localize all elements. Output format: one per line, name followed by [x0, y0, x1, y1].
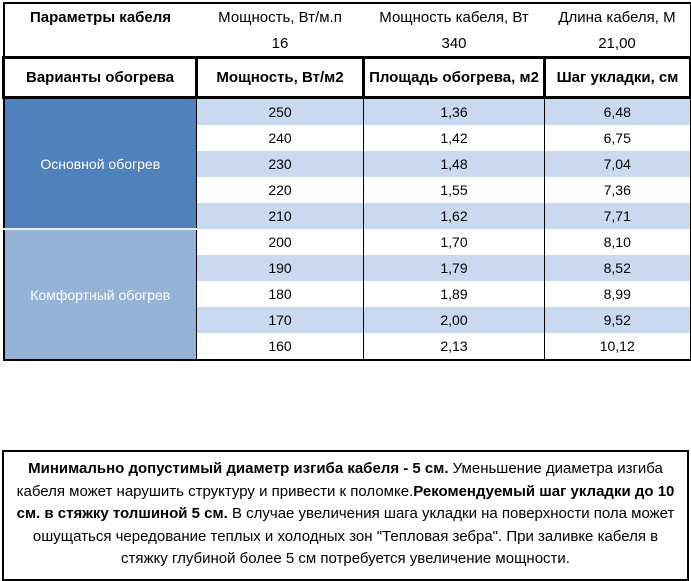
power-cell: 200 — [197, 229, 364, 255]
power-cell: 230 — [197, 151, 364, 177]
power-cell: 220 — [197, 177, 364, 203]
step-cell: 8,52 — [545, 255, 691, 281]
note-bold-segment-2: Рекомендуемый шаг укладки до 10 см. в стяжку толшиной 5 см. — [16, 482, 675, 522]
note-bold-segment-1: Минимально допустимый диаметр изгиба кабеля - 5 см. — [28, 460, 449, 477]
heating-cable-table — [2, 2, 691, 361]
power-cell: 160 — [197, 333, 364, 360]
cable-power-value: 340 — [364, 30, 545, 58]
area-cell: 1,79 — [364, 255, 545, 281]
note-regular-segment-1: Уменьшение диаметра изгиба кабеля может нарушить структуру и привести к поломке. — [16, 460, 663, 500]
table-row — [4, 98, 691, 126]
power-cell: 250 — [197, 98, 364, 126]
cable-length-value: 21,00 — [545, 30, 691, 58]
step-cell: 7,04 — [545, 151, 691, 177]
cable-params-title: Параметры кабеля — [29, 9, 172, 26]
heating-variants-header: Варианты обогрева — [4, 58, 197, 98]
step-cell: 7,71 — [545, 203, 691, 229]
cable-params-values-row — [4, 30, 691, 58]
empty-cell — [4, 30, 197, 58]
table-row — [4, 229, 691, 255]
group-label-main-heating: Основной обогрев — [4, 98, 197, 230]
step-cell: 7,36 — [545, 177, 691, 203]
cable-power-header: Мощность кабеля, Вт — [379, 9, 529, 26]
installation-note — [2, 450, 689, 581]
area-cell: 1,42 — [364, 125, 545, 151]
area-cell: 1,70 — [364, 229, 545, 255]
area-cell: 2,13 — [364, 333, 545, 360]
power-cell: 190 — [197, 255, 364, 281]
area-cell: 1,55 — [364, 177, 545, 203]
cable-length-header: Длина кабеля, М — [558, 9, 676, 26]
step-cell: 8,10 — [545, 229, 691, 255]
group-label-comfort-heating: Комфортный обогрев — [4, 229, 197, 360]
power-cell: 240 — [197, 125, 364, 151]
area-cell: 1,36 — [364, 98, 545, 126]
step-cell: 8,99 — [545, 281, 691, 307]
note-regular-segment-2: В случае увеличения шага укладки на поверхности пола может ошущаться чередование теплых и холодных зон "Тепловая зебра". При заливке кабеля в стяжку глубиной более 5 см потребуется увеличение мощности. — [32, 505, 675, 567]
area-cell: 1,89 — [364, 281, 545, 307]
step-cell: 10,12 — [545, 333, 691, 360]
heating-area-header: Площадь обогрева, м2 — [364, 58, 545, 98]
column-header-row — [4, 58, 691, 98]
laying-step-header: Шаг укладки, см — [545, 58, 691, 98]
step-cell: 6,75 — [545, 125, 691, 151]
power-per-meter-value: 16 — [197, 30, 364, 58]
power-cell: 210 — [197, 203, 364, 229]
power-cell: 170 — [197, 307, 364, 333]
cable-params-header-row — [4, 3, 691, 30]
power-per-meter-header: Мощность, Вт/м.п — [218, 9, 342, 26]
power-cell: 180 — [197, 281, 364, 307]
area-cell: 1,62 — [364, 203, 545, 229]
area-cell: 1,48 — [364, 151, 545, 177]
power-density-header: Мощность, Вт/м2 — [197, 58, 364, 98]
area-cell: 2,00 — [364, 307, 545, 333]
step-cell: 9,52 — [545, 307, 691, 333]
step-cell: 6,48 — [545, 98, 691, 126]
